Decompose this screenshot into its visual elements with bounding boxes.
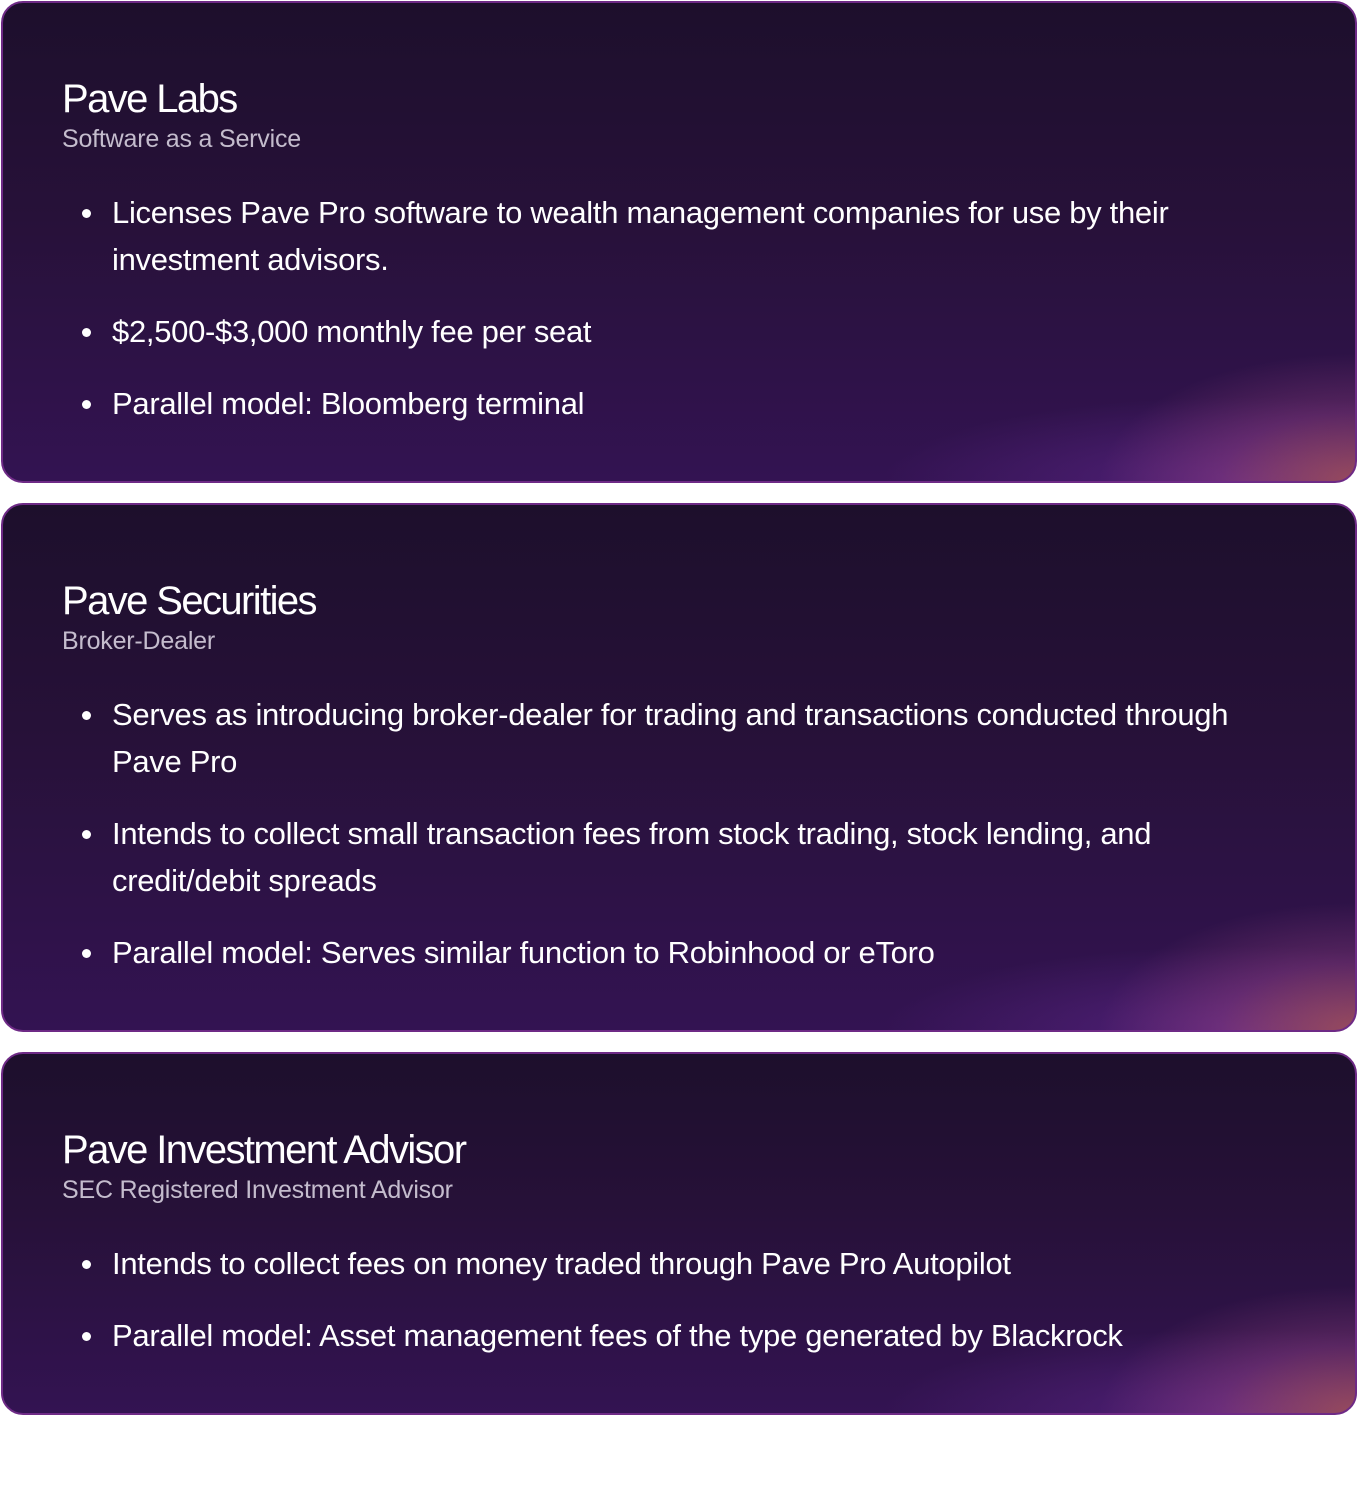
bullet-item — [62, 1312, 1275, 1359]
bullet-list — [62, 189, 1275, 427]
bullet-item — [62, 308, 1275, 355]
bullet-item — [62, 929, 1275, 976]
card-subtitle: SEC Registered Investment Advisor — [62, 1176, 453, 1204]
card-pave-labs — [1, 1, 1357, 483]
bullet-dot-icon — [82, 711, 91, 720]
card-content — [62, 577, 1275, 976]
bullet-list — [62, 1240, 1275, 1359]
card-content — [62, 1126, 1275, 1359]
bullet-text: Intends to collect fees on money traded through Pave Pro Autopilot — [112, 1246, 1011, 1281]
bullet-item — [62, 1240, 1275, 1287]
bullet-dot-icon — [82, 830, 91, 839]
card-pave-securities — [1, 503, 1357, 1032]
bullet-dot-icon — [82, 209, 91, 218]
bullet-item — [62, 380, 1275, 427]
card-title: Pave Securities — [62, 579, 316, 623]
card-subtitle: Broker-Dealer — [62, 627, 216, 655]
card-content — [62, 75, 1275, 427]
bullet-text: $2,500-$3,000 monthly fee per seat — [112, 314, 592, 349]
bullet-text: Parallel model: Serves similar function to Robinhood or eToro — [112, 935, 935, 970]
bullet-dot-icon — [82, 400, 91, 409]
bullet-dot-icon — [82, 1260, 91, 1269]
bullet-dot-icon — [82, 949, 91, 958]
card-subtitle: Software as a Service — [62, 125, 301, 153]
bullet-dot-icon — [82, 328, 91, 337]
card-title: Pave Investment Advisor — [62, 1128, 466, 1172]
bullet-text: Intends to collect small transaction fees from stock trading, stock lending, and credit/debit spreads — [112, 816, 1152, 898]
bullet-item — [62, 810, 1275, 904]
bullet-text: Serves as introducing broker-dealer for trading and transactions conducted through Pave Pro — [112, 697, 1229, 779]
bullet-text: Licenses Pave Pro software to wealth management companies for use by their investment advisors. — [112, 195, 1169, 277]
bullet-item — [62, 691, 1275, 785]
bullet-item — [62, 189, 1275, 283]
bullet-list — [62, 691, 1275, 976]
bullet-text: Parallel model: Bloomberg terminal — [112, 386, 585, 421]
card-pave-investment-advisor — [1, 1052, 1357, 1415]
bullet-text: Parallel model: Asset management fees of the type generated by Blackrock — [112, 1318, 1123, 1353]
bullet-dot-icon — [82, 1332, 91, 1341]
card-title: Pave Labs — [62, 77, 237, 121]
